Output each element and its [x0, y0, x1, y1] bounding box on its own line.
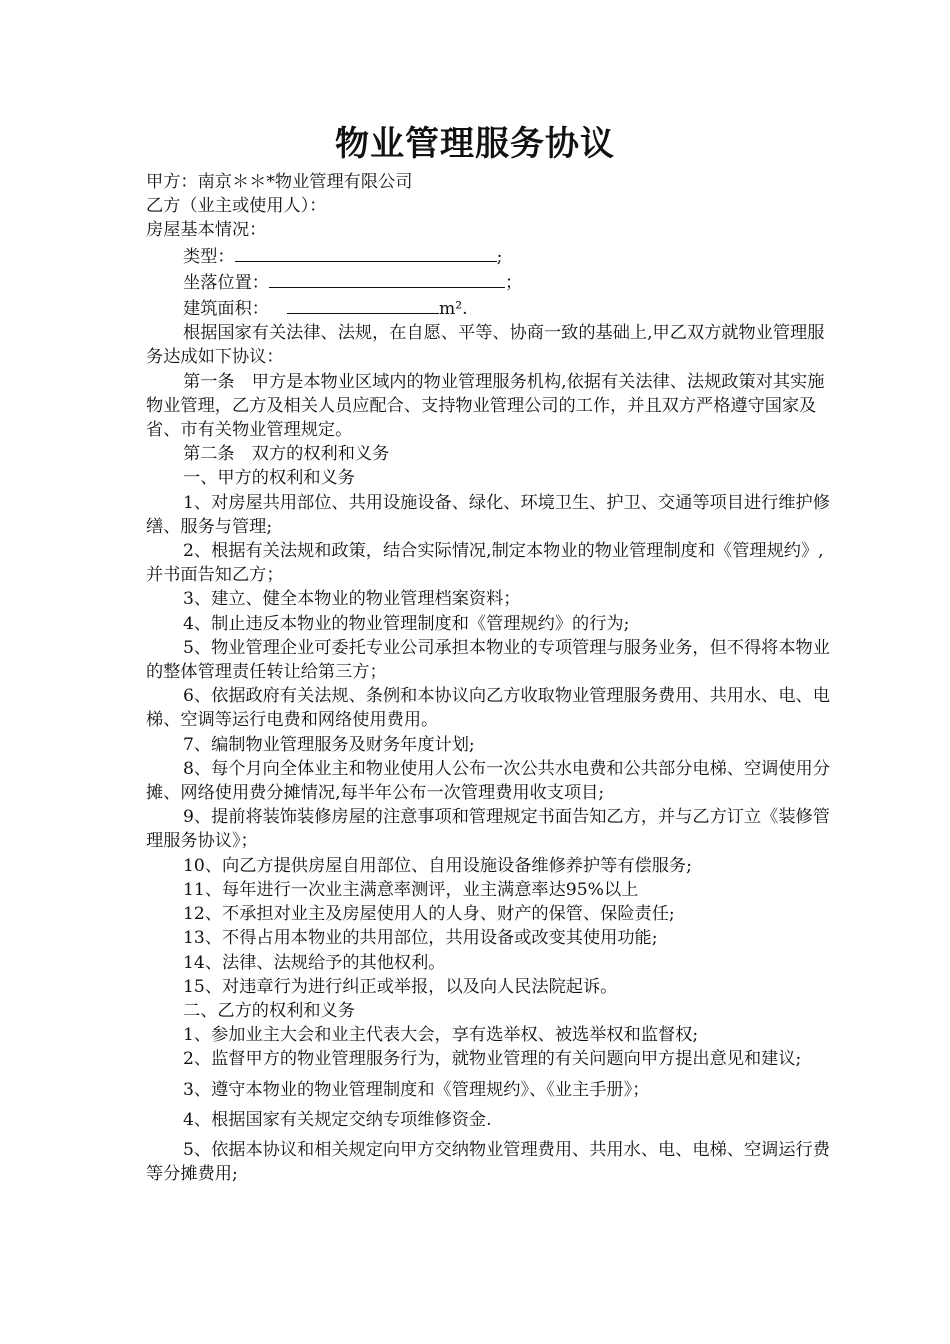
section-a-item: 10、向乙方提供房屋自用部位、自用设施设备维修养护等有偿服务;: [183, 855, 692, 876]
section-a-item: 12、不承担对业主及房屋使用人的人身、财产的保管、保险责任;: [183, 904, 675, 925]
house-area-line: [146, 295, 836, 321]
house-type-line: [146, 243, 836, 269]
section-b-item: 2、监督甲方的物业管理服务行为，就物业管理的有关问题向甲方提出意见和建议;: [183, 1049, 802, 1070]
section-a-item: 5、物业管理企业可委托专业公司承担本物业的专项管理与服务业务，但不得将本物业的整体管理责任转让给第三方；: [146, 637, 830, 683]
section-a-item: 7、编制物业管理服务及财务年度计划;: [183, 734, 475, 755]
article-2: 第二条 双方的权利和义务: [183, 444, 390, 465]
house-type-end: ;: [496, 246, 503, 267]
section-b-item: 4、根据国家有关规定交纳专项维修资金.: [183, 1109, 492, 1130]
house-type-blank: [235, 243, 497, 262]
document-body: [146, 170, 836, 1186]
intro-paragraph: 根据国家有关法律、法规，在自愿、平等、协商一致的基础上,甲乙双方就物业管理服务达成如下协议：: [146, 323, 825, 368]
section-a-item: 1、对房屋共用部位、共用设施设备、绿化、环境卫生、护卫、交通等项目进行维护修缮、服务与管理;: [146, 492, 830, 537]
document-title: 物业管理服务协议: [335, 124, 615, 164]
section-a-item: 2、根据有关法规和政策，结合实际情况,制定本物业的物业管理制度和《管理规约》,并书面告知乙方；: [146, 541, 824, 586]
house-location-line: [146, 269, 836, 295]
house-location-label: 坐落位置：: [183, 272, 269, 293]
section-a-item: 13、不得占用本物业的共用部位，共用设备或改变其使用功能;: [183, 928, 658, 949]
section-a-item: 4、制止违反本物业的物业管理制度和《管理规约》的行为;: [183, 613, 630, 634]
section-a-item: 14、法律、法规给予的其他权利。: [183, 952, 446, 973]
party-b: 乙方（业主或使用人）：: [146, 196, 327, 217]
section-a-heading: 一、甲方的权利和义务: [183, 468, 355, 489]
article-1: 第一条 甲方是本物业区域内的物业管理服务机构,依据有关法律、法规政策对其实施物业管理，乙方及相关人员应配合、支持物业管理公司的工作，并且双方严格遵守国家及省、市有关物业管理规定。: [146, 371, 825, 441]
section-a-item: 3、建立、健全本物业的物业管理档案资料；: [183, 589, 521, 610]
house-area-end: m².: [438, 299, 468, 320]
section-a-item: 15、对违章行为进行纠正或举报，以及向人民法院起诉。: [183, 976, 618, 997]
section-b-item: 1、参加业主大会和业主代表大会，享有选举权、被选举权和监督权;: [183, 1025, 699, 1046]
section-a-item: 8、每个月向全体业主和物业使用人公布一次公共水电费和公共部分电梯、空调使用分摊、网络使用费分摊情况,每半年公布一次管理费用收支项目;: [146, 758, 830, 804]
section-b-item: 5、依据本协议和相关规定向甲方交纳物业管理费用、共用水、电、电梯、空调运行费等分摊费用;: [146, 1139, 830, 1185]
party-a: 甲方：南京＊＊*物业管理有限公司: [146, 172, 413, 192]
section-a-item: 11、每年进行一次业主满意率测评，业主满意率达95%以上: [183, 879, 639, 900]
house-type-label: 类型：: [183, 246, 235, 267]
house-location-end: ；: [504, 272, 523, 293]
house-location-blank: [269, 269, 505, 288]
house-area-blank: [287, 295, 439, 314]
section-a-item: 9、提前将装饰装修房屋的注意事项和管理规定书面告知乙方，并与乙方订立《装修管理服务协议》；: [146, 807, 830, 852]
house-area-label: 建筑面积：: [183, 299, 269, 320]
house-info-heading: 房屋基本情况：: [146, 220, 267, 241]
section-b-item: 3、遵守本物业的物业管理制度和《管理规约》、《业主手册》；: [183, 1079, 650, 1100]
section-a-item: 6、依据政府有关法规、条例和本协议向乙方收取物业管理服务费用、共用水、电、电梯、空调等运行电费和网络使用费用。: [146, 686, 830, 731]
section-b-heading: 二、乙方的权利和义务: [183, 1000, 355, 1021]
